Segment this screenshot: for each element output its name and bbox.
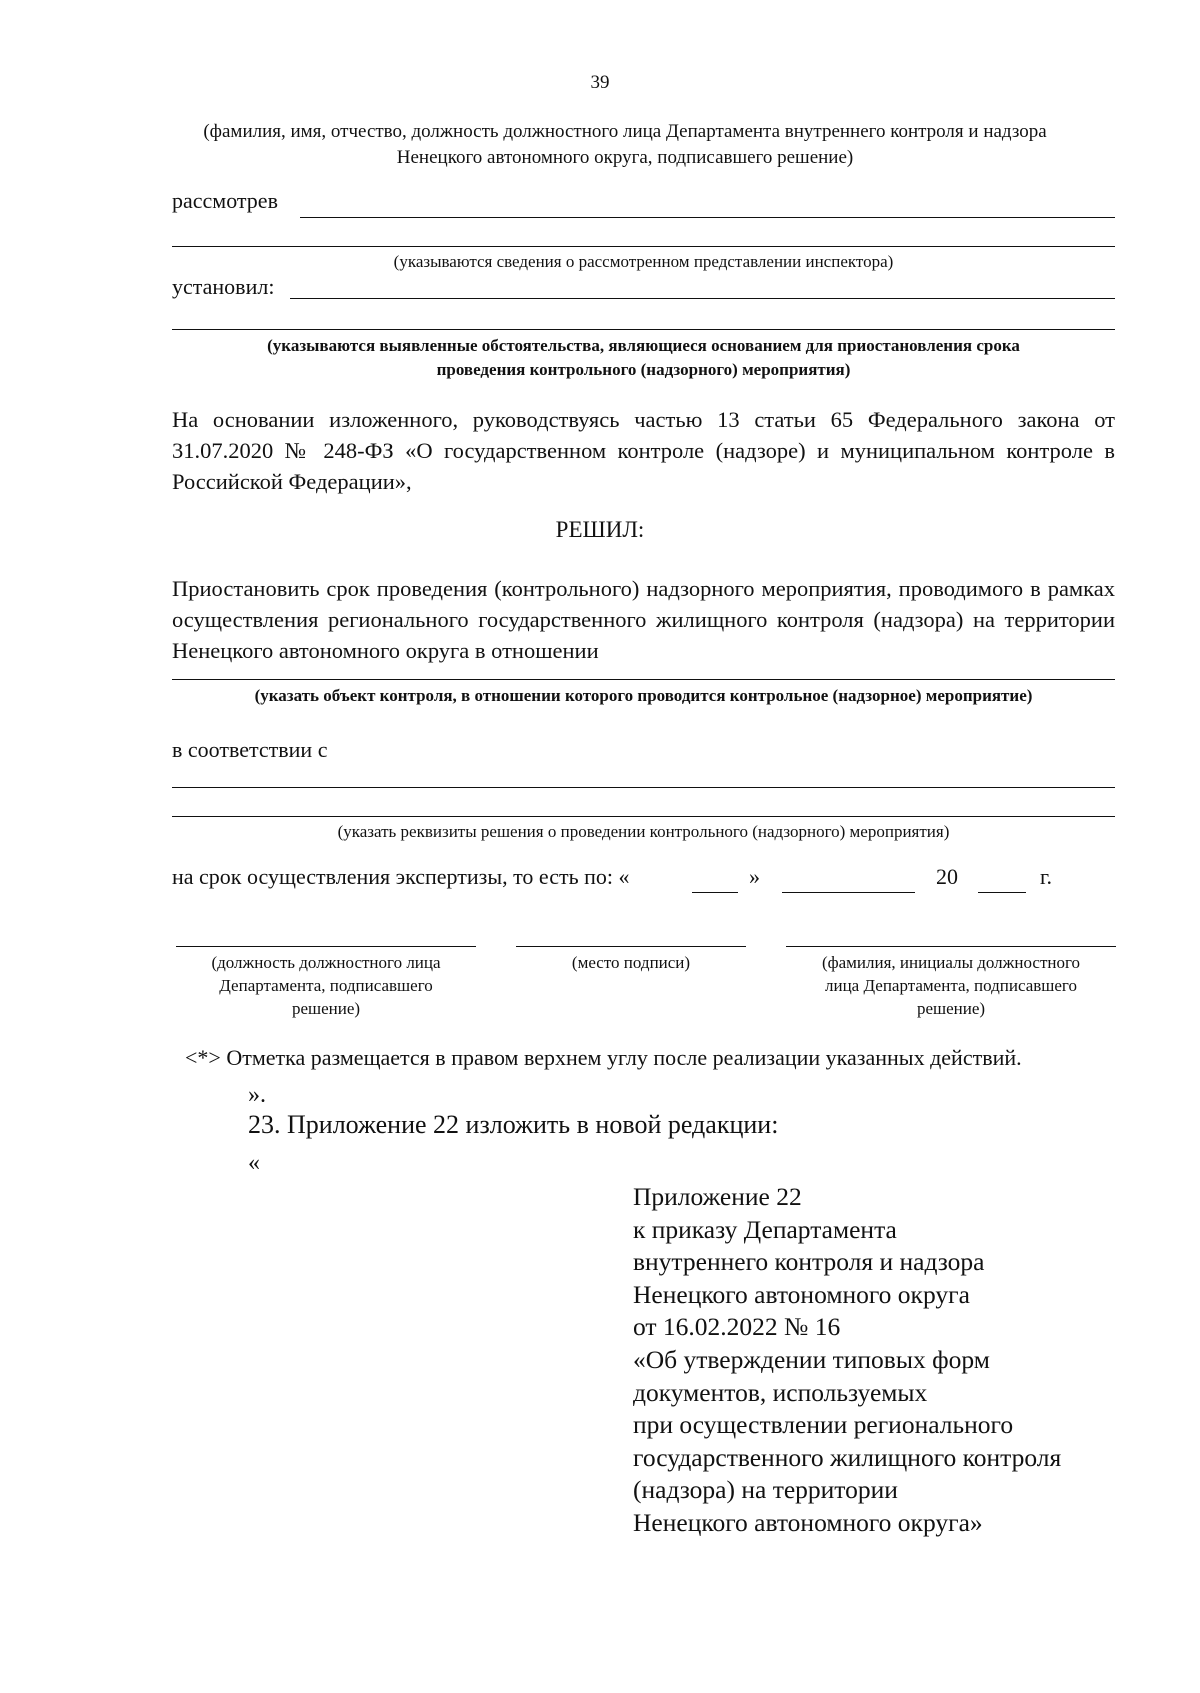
established-caption <box>172 334 1115 382</box>
appendix-line: Приложение 22 <box>633 1182 802 1211</box>
established-caption-line2: проведения контрольного (надзорного) мероприятия) <box>436 360 851 379</box>
deadline-year-prefix: 20 <box>936 864 958 889</box>
appendix-line: к приказу Департамента <box>633 1214 897 1244</box>
signature-position-caption-line3: решение) <box>291 999 361 1018</box>
signature-position-caption-line2: Департамента, подписавшего <box>219 976 433 995</box>
page-number: 39 <box>590 72 610 93</box>
appendix-line: при осуществлении регионального <box>633 1410 1014 1440</box>
basis-paragraph: На основании изложенного, руководствуясь частью 13 статьи 65 Федерального закона от 31.07.2020 № 248-ФЗ «О государственном контроле (надзоре) и муниципальном контроле в Российской Федерации», <box>172 407 1115 494</box>
signature-position-line <box>176 946 476 947</box>
accordance-caption: (указать реквизиты решения о проведении контрольного (надзорного) мероприятия) <box>337 822 950 841</box>
appendix-line: внутреннего контроля и надзора <box>633 1247 985 1277</box>
suspend-paragraph: Приостановить срок проведения (контрольного) надзорного мероприятия, проводимого в рамках осуществления регионального государственного жилищного контроля (надзора) на территории Ненецкого автономного округа в отношении <box>172 576 1115 663</box>
signature-name-caption-line1: (фамилия, инициалы должностного <box>821 953 1081 972</box>
appendix-line: документов, используемых <box>633 1377 928 1407</box>
header-caption-line2: Ненецкого автономного округа, подписавшего решение) <box>396 147 854 168</box>
signature-position-caption <box>170 951 482 1020</box>
considered-label: рассмотрев <box>172 188 278 213</box>
appendix-block <box>633 1181 1153 1540</box>
signature-name-caption <box>786 951 1116 1020</box>
deadline-year-suffix: г. <box>1040 864 1053 889</box>
deadline-year-blank <box>978 892 1026 893</box>
established-fill-line-1 <box>290 298 1115 299</box>
deadline-day-blank <box>692 892 738 893</box>
header-caption <box>150 119 1100 171</box>
control-object-fill-line <box>172 679 1115 680</box>
signature-place-caption <box>516 951 746 974</box>
considered-caption: (указываются сведения о рассмотренном представлении инспектора) <box>393 252 894 271</box>
decided-heading: РЕШИЛ: <box>555 517 645 542</box>
signature-place-caption-line1: (место подписи) <box>571 953 691 972</box>
deadline-close-quote: » <box>749 864 760 889</box>
appendix-line: Ненецкого автономного округа» <box>633 1507 983 1537</box>
deadline-month-blank <box>782 892 915 893</box>
established-caption-line1: (указываются выявленные обстоятельства, являющиеся основанием для приостановления срока <box>267 336 1020 355</box>
accordance-label: в соответствии с <box>172 737 328 762</box>
accordance-fill-line-1 <box>172 787 1115 788</box>
deadline-text: на срок осуществления экспертизы, то есть по: « <box>172 864 630 889</box>
signature-name-caption-line3: решение) <box>916 999 986 1018</box>
considered-fill-line-1 <box>300 217 1115 218</box>
accordance-fill-line-2 <box>172 816 1115 817</box>
appendix-line: «Об утверждении типовых форм <box>633 1344 990 1374</box>
established-label: установил: <box>172 274 275 299</box>
appendix-line: Ненецкого автономного округа <box>633 1279 970 1309</box>
item-23: 23. Приложение 22 изложить в новой редакции: <box>248 1110 779 1139</box>
appendix-line: (надзора) на территории <box>633 1475 898 1505</box>
footnote: <*> Отметка размещается в правом верхнем углу после реализации указанных действий. <box>185 1045 1022 1070</box>
established-fill-line-2 <box>172 329 1115 330</box>
signature-place-line <box>516 946 746 947</box>
signature-position-caption-line1: (должность должностного лица <box>211 953 441 972</box>
control-object-caption: (указать объект контроля, в отношении которого проводится контрольное (надзорное) мероприятие) <box>254 686 1033 705</box>
opening-quote: « <box>248 1150 260 1176</box>
considered-fill-line-2 <box>172 246 1115 247</box>
signature-name-line <box>786 946 1116 947</box>
signature-name-caption-line2: лица Департамента, подписавшего <box>825 976 1077 995</box>
header-caption-line1: (фамилия, имя, отчество, должность должностного лица Департамента внутреннего контроля и надзора <box>203 121 1047 142</box>
appendix-line: государственного жилищного контроля <box>633 1442 1062 1472</box>
appendix-line: от 16.02.2022 № 16 <box>633 1312 841 1342</box>
closing-quote: ». <box>248 1082 266 1108</box>
